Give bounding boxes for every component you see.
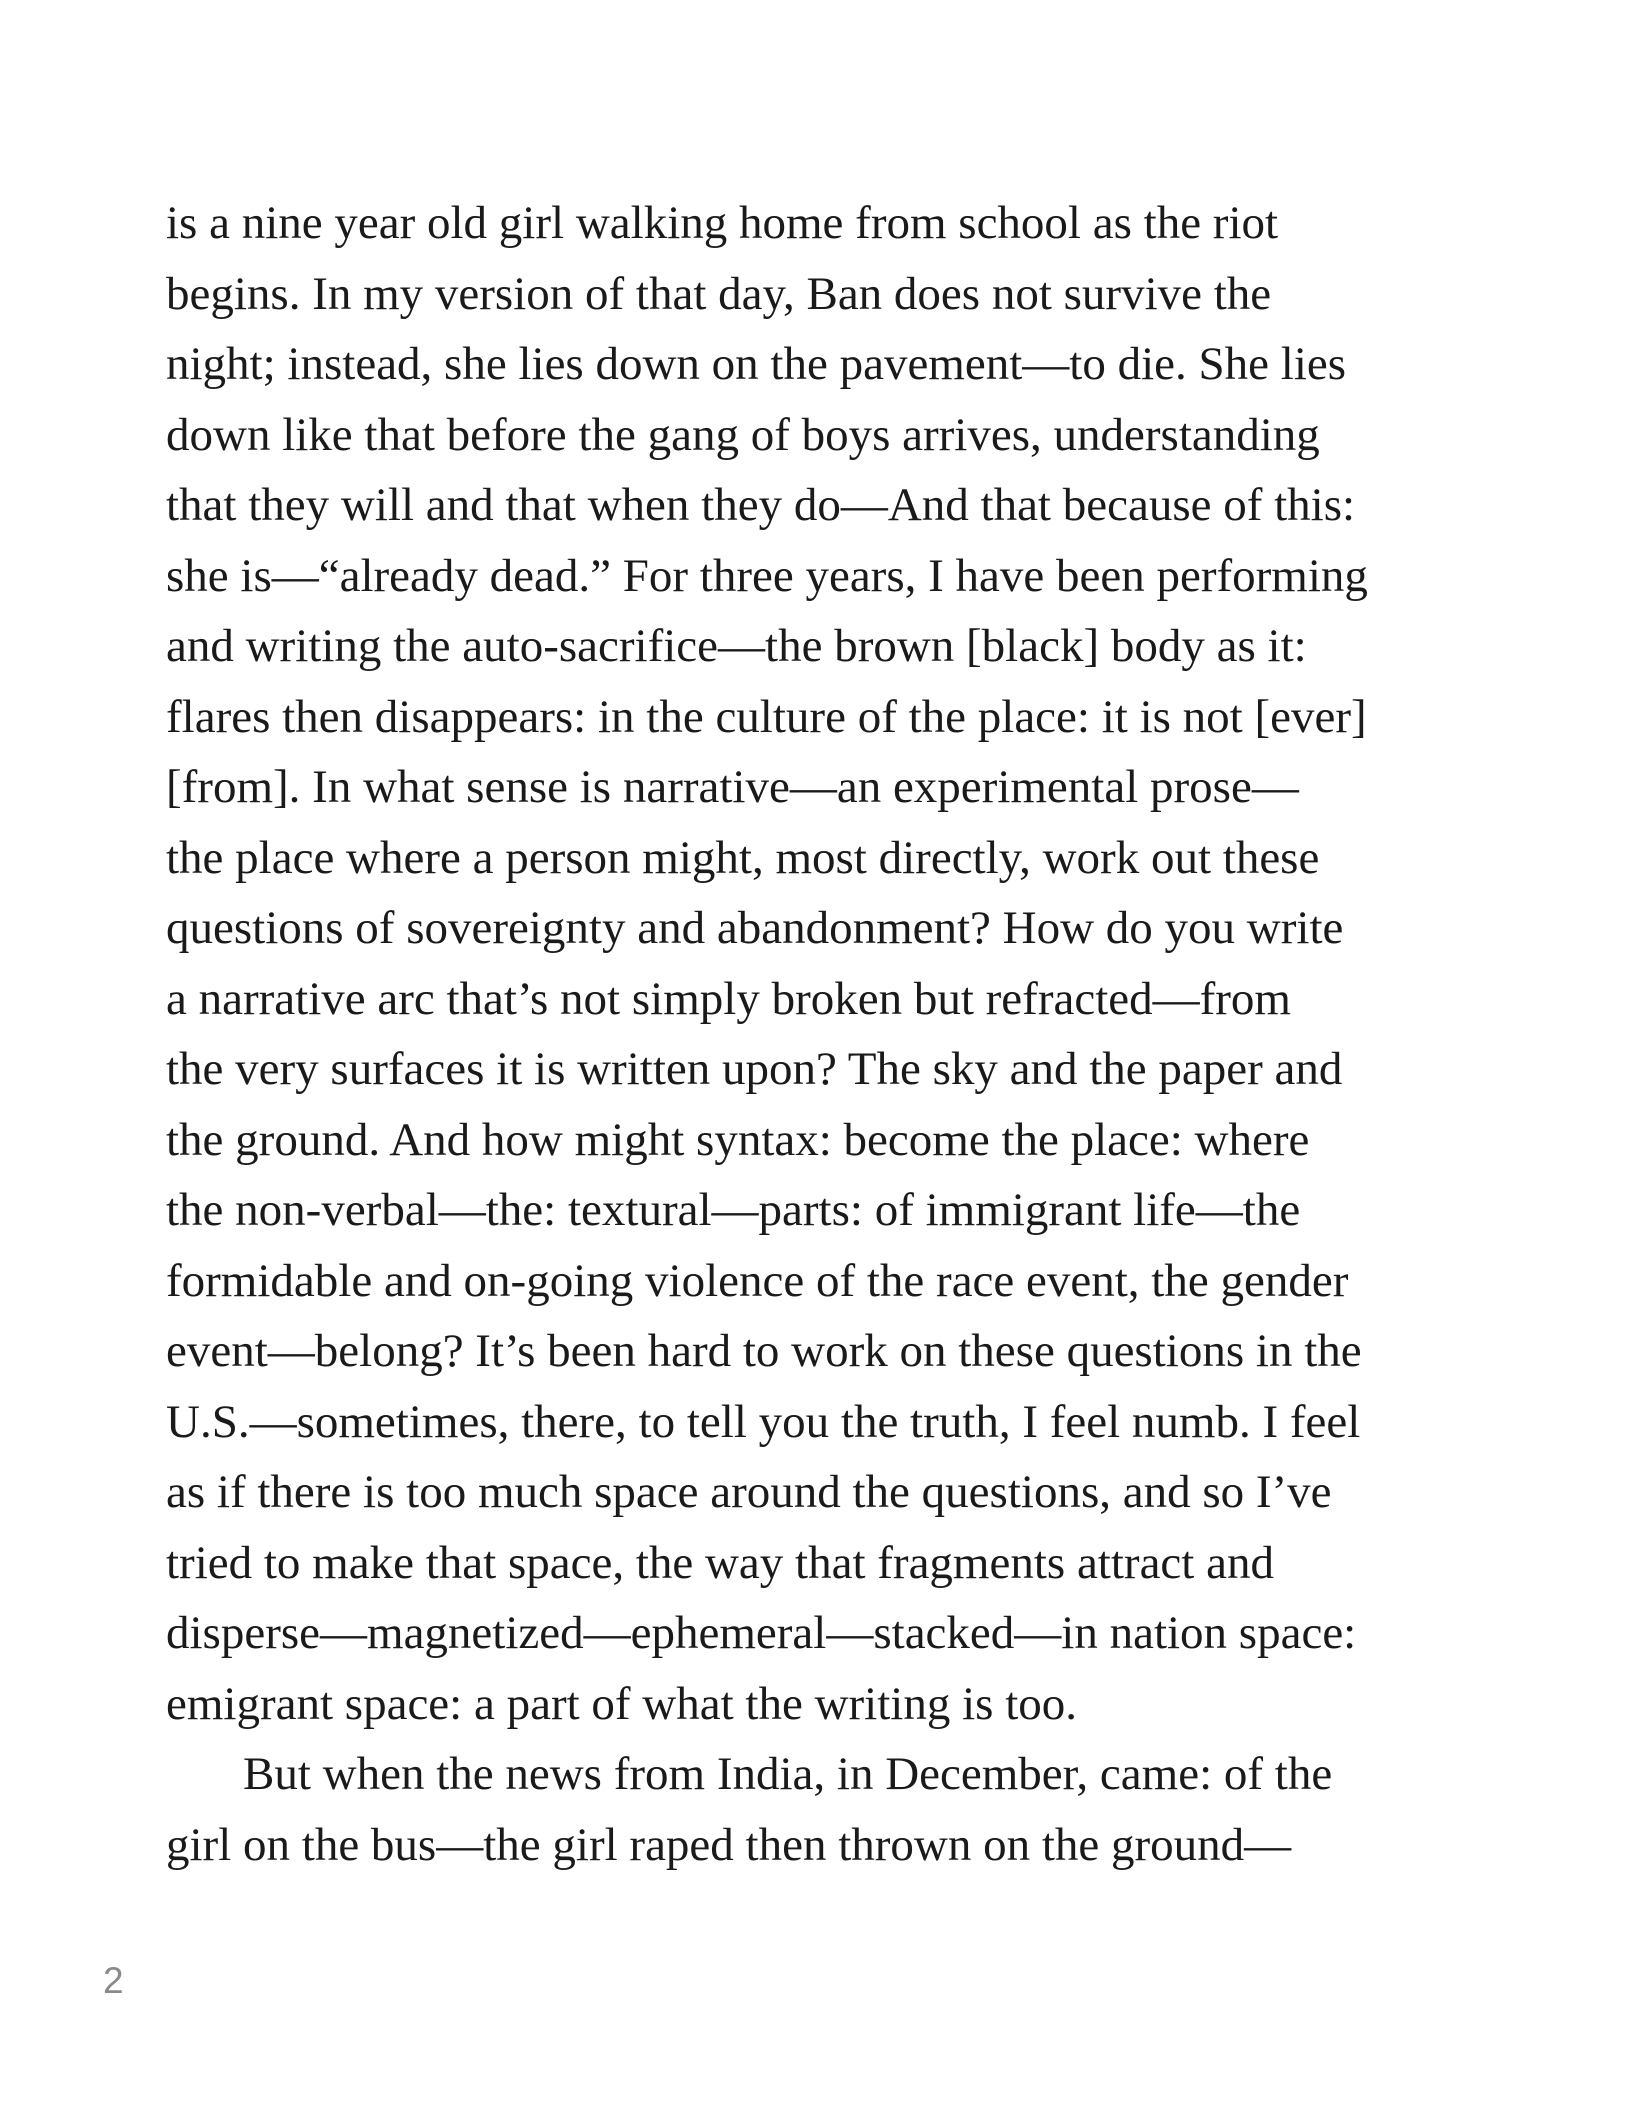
text-line: flares then disappears: in the culture of the place: it is not [ever] xyxy=(166,690,1367,743)
text-line: the non-verbal—the: textural—parts: of immigrant life—the xyxy=(166,1184,1301,1236)
text-line: event—belong? It’s been hard to work on these questions in the xyxy=(166,1325,1362,1377)
text-line: night; instead, she lies down on the pavement—to die. She lies xyxy=(166,338,1347,390)
text-line: tried to make that space, the way that fragments attract and xyxy=(166,1536,1274,1589)
text-line: is a nine year old girl walking home from school as the riot xyxy=(166,197,1279,249)
text-line: she is—“already dead.” For three years, I have been performing xyxy=(166,549,1368,602)
text-line: questions of sovereignty and abandonment? How do you write xyxy=(166,902,1344,954)
text-line: a narrative arc that’s not simply broken but refracted—from xyxy=(166,972,1291,1025)
text-line: U.S.—sometimes, there, to tell you the truth, I feel numb. I feel xyxy=(166,1395,1361,1448)
text-line: the very surfaces it is written upon? The sky and the paper and xyxy=(166,1043,1343,1095)
text-line: emigrant space: a part of what the writing is too. xyxy=(166,1677,1078,1730)
paragraph-start-line: But when the news from India, in December, came: of the xyxy=(243,1748,1333,1800)
text-line: [from]. In what sense is narrative—an experimental prose— xyxy=(166,761,1299,813)
text-line: the place where a person might, most directly, work out these xyxy=(166,831,1320,884)
text-line: as if there is too much space around the questions, and so I’ve xyxy=(166,1466,1332,1518)
text-line: formidable and on-going violence of the race event, the gender xyxy=(166,1254,1349,1307)
text-line: begins. In my version of that day, Ban does not survive the xyxy=(166,267,1272,320)
text-line: down like that before the gang of boys arrives, understanding xyxy=(166,408,1320,461)
page-number: 2 xyxy=(103,1960,124,2001)
text-line: the ground. And how might syntax: become the place: where xyxy=(166,1113,1310,1166)
text-line: disperse—magnetized—ephemeral—stacked—in nation space: xyxy=(166,1607,1357,1659)
text-line: and writing the auto-sacrifice—the brown [black] body as it: xyxy=(166,620,1307,672)
body-text xyxy=(166,188,1476,1880)
text-line: that they will and that when they do—And that because of this: xyxy=(166,479,1356,531)
text-line: girl on the bus—the girl raped then thrown on the ground— xyxy=(166,1818,1292,1871)
